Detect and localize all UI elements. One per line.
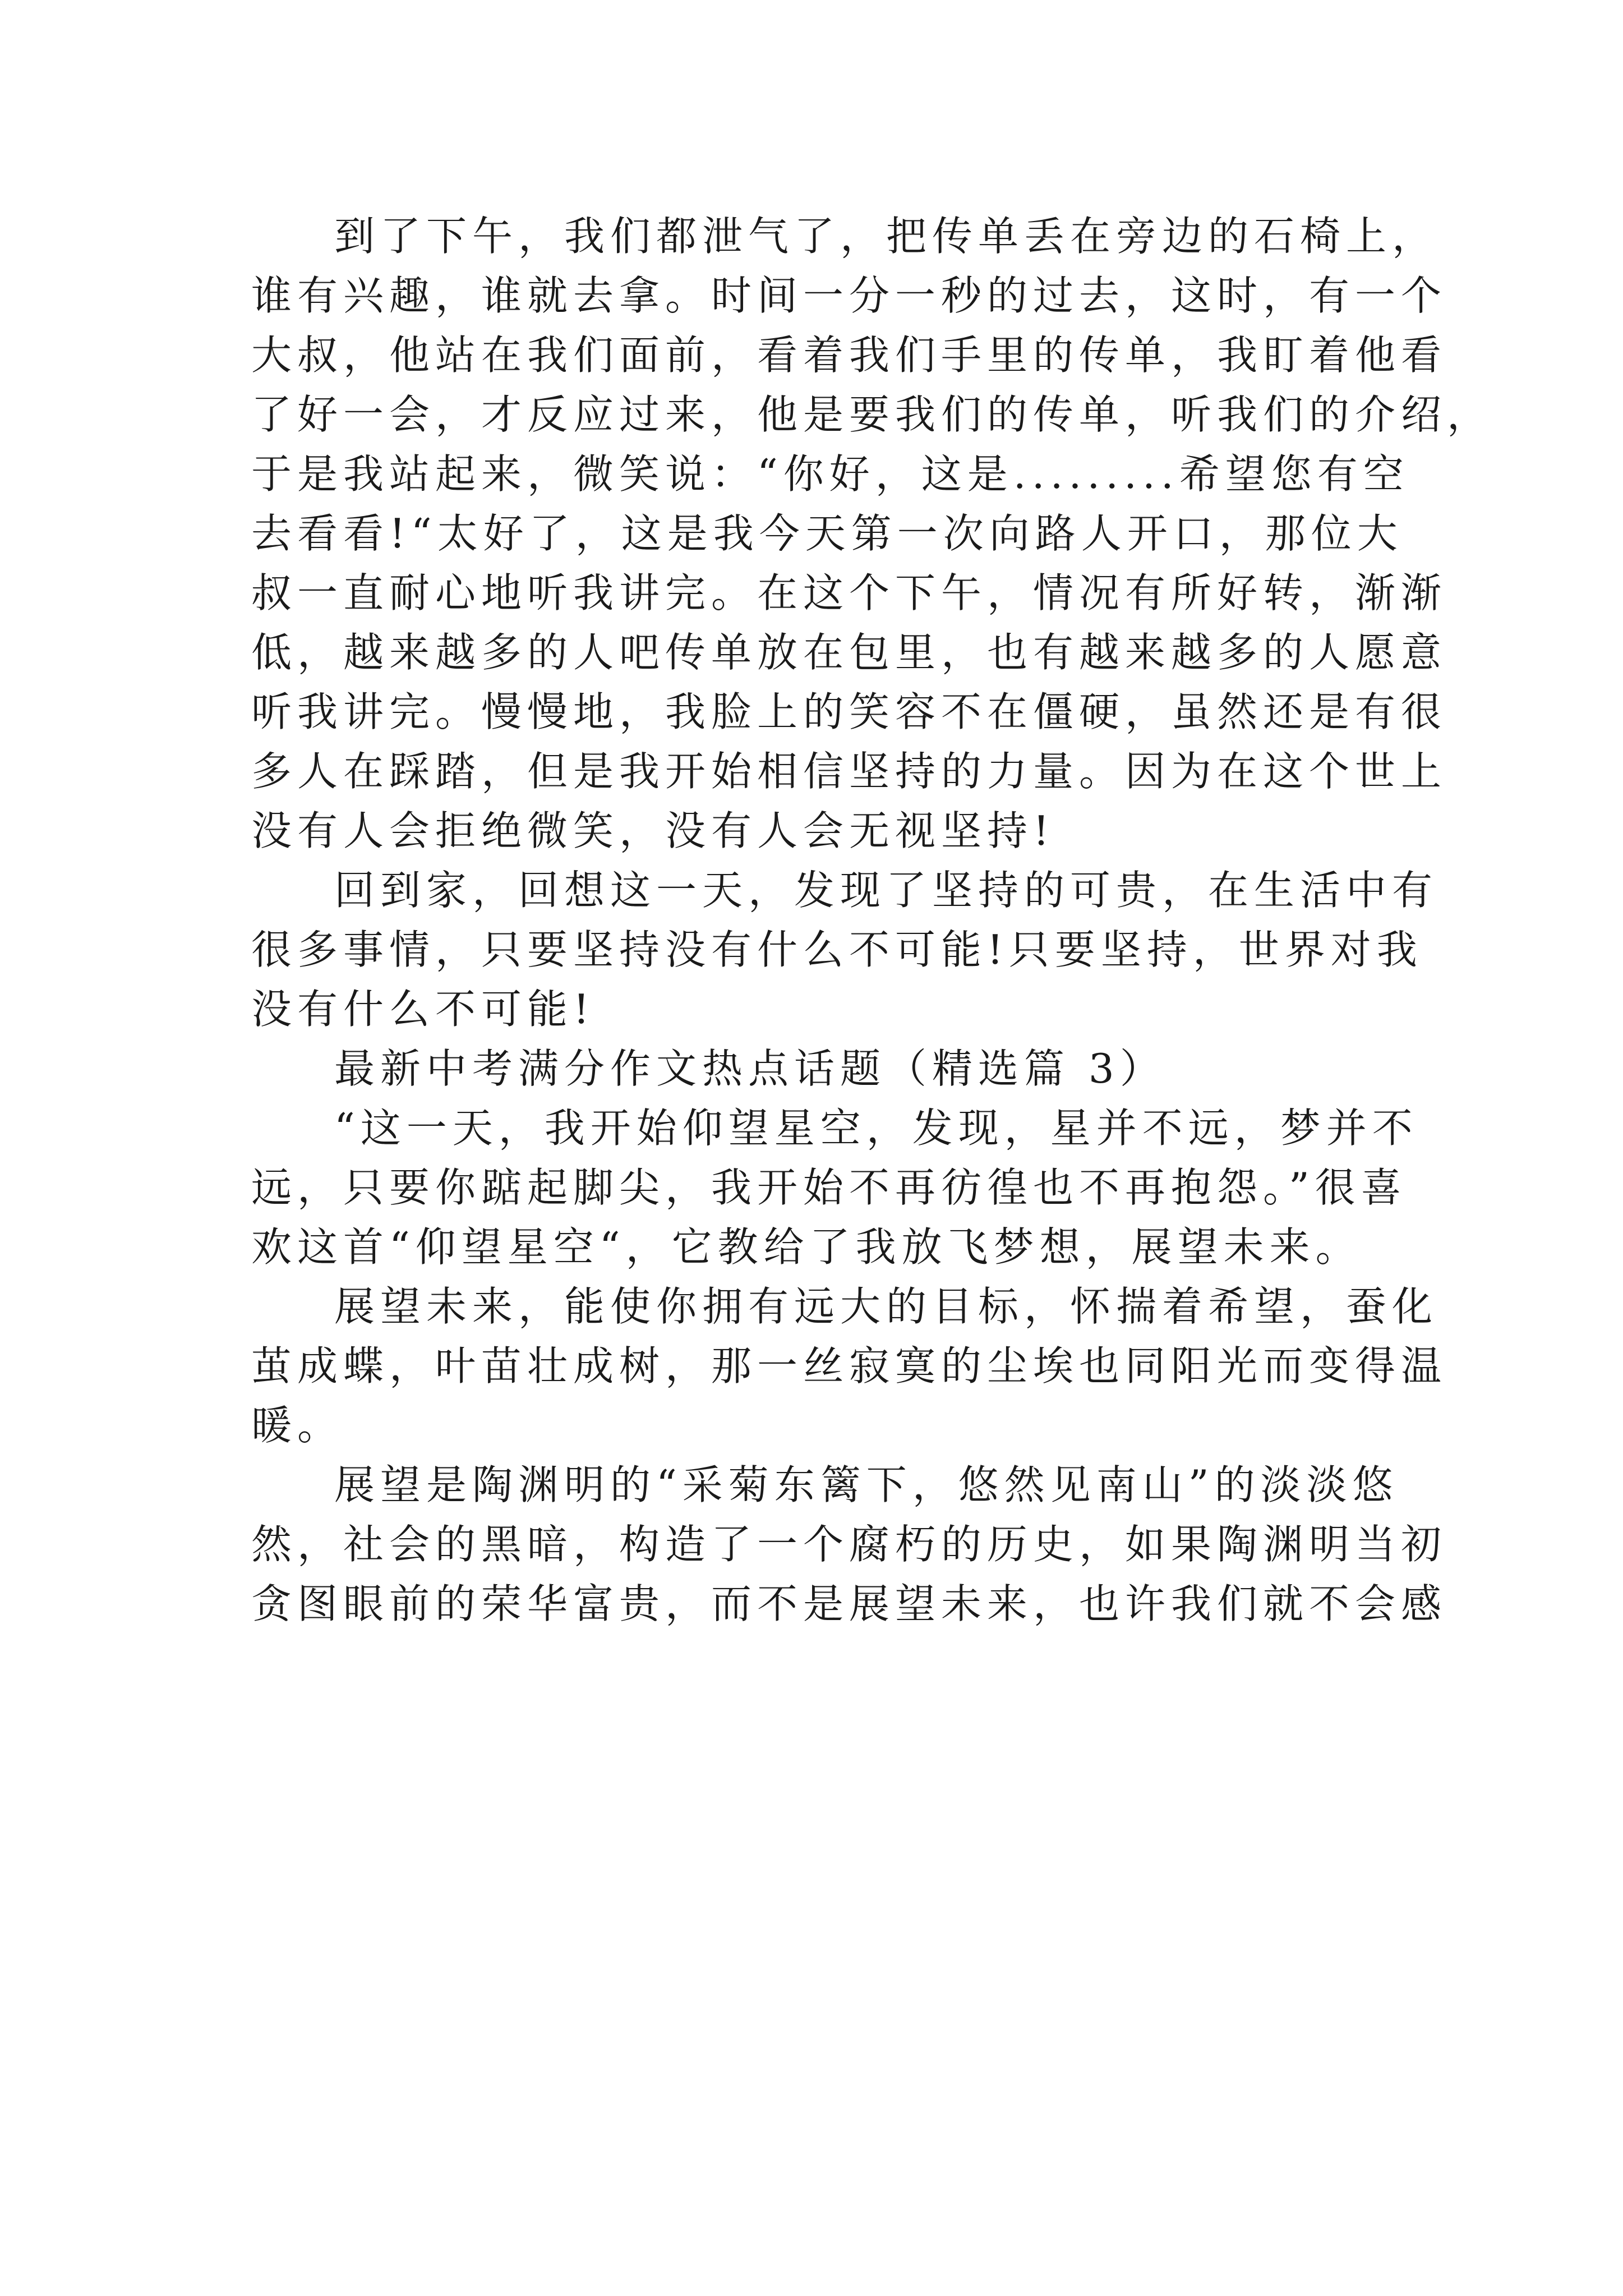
text-line: 回到家，回想这一天，发现了坚持的可贵，在生活中有 xyxy=(334,867,1438,914)
document-body xyxy=(251,206,1493,1634)
text-line: 了好一会，才反应过来，他是要我们的传单，听我们的介绍， xyxy=(251,391,1493,438)
text-line: 大叔，他站在我们面前，看着我们手里的传单，我盯着他看 xyxy=(251,332,1447,379)
text-line: 谁有兴趣，谁就去拿。时间一分一秒的过去，这时，有一个 xyxy=(251,272,1447,319)
text-line: 贪图眼前的荣华富贵，而不是展望未来，也许我们就不会感 xyxy=(251,1580,1447,1627)
text-line: 听我讲完。慢慢地，我脸上的笑容不在僵硬，虽然还是有很 xyxy=(251,688,1447,735)
text-line: 到了下午，我们都泄气了，把传单丢在旁边的石椅上， xyxy=(334,213,1438,260)
text-line: 暖。 xyxy=(251,1402,344,1449)
text-line: 很多事情，只要坚持没有什么不可能!只要坚持，世界对我 xyxy=(251,926,1423,973)
text-line: 叔一直耐心地听我讲完。在这个下午，情况有所好转，渐渐 xyxy=(251,569,1447,616)
text-line: “这一天，我开始仰望星空，发现，星并不远，梦并不 xyxy=(334,1105,1418,1152)
text-line: 茧成蝶，叶苗壮成树，那一丝寂寞的尘埃也同阳光而变得温 xyxy=(251,1342,1447,1389)
text-line: 然，社会的黑暗，构造了一个腐朽的历史，如果陶渊明当初 xyxy=(251,1521,1447,1568)
text-line: 没有什么不可能! xyxy=(251,986,595,1033)
text-line: 远，只要你踮起脚尖，我开始不再彷徨也不再抱怨。”很喜 xyxy=(251,1164,1407,1211)
text-line: 于是我站起来，微笑说：“你好，这是.........希望您有空 xyxy=(251,450,1409,498)
text-line: 低，越来越多的人吧传单放在包里，也有越来越多的人愿意 xyxy=(251,629,1447,676)
section-heading: 最新中考满分作文热点话题（精选篇 3） xyxy=(334,1045,1166,1092)
text-line: 展望是陶渊明的“采菊东篱下，悠然见南山”的淡淡悠 xyxy=(334,1461,1399,1508)
text-line: 欢这首“仰望星空“，它教给了我放飞梦想，展望未来。 xyxy=(251,1223,1362,1271)
text-line: 去看看!“太好了，这是我今天第一次向路人开口，那位大 xyxy=(251,510,1403,557)
text-line: 多人在踩踏，但是我开始相信坚持的力量。因为在这个世上 xyxy=(251,748,1447,795)
text-line: 没有人会拒绝微笑，没有人会无视坚持! xyxy=(251,807,1055,854)
text-line: 展望未来，能使你拥有远大的目标，怀揣着希望，蚕化 xyxy=(334,1283,1438,1330)
